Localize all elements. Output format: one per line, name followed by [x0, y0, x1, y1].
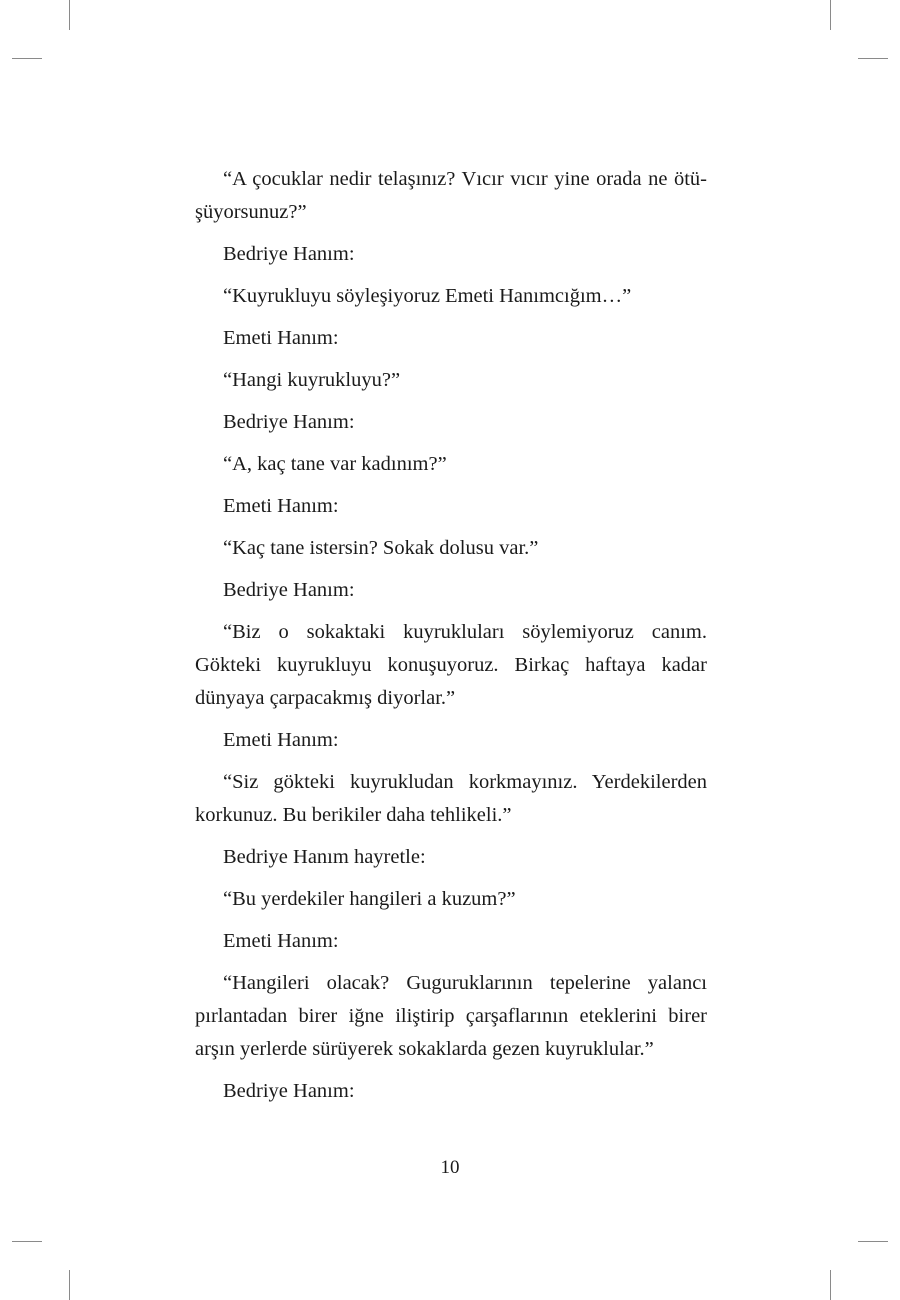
- paragraph: Bedriye Hanım:: [223, 243, 355, 265]
- crop-mark-top-right-horizontal: [858, 58, 888, 59]
- paragraph: Bedriye Hanım:: [223, 1080, 355, 1102]
- paragraph: Emeti Hanım:: [223, 729, 339, 751]
- paragraph: “Bu yerdekiler hangileri a kuzum?”: [223, 888, 516, 910]
- paragraph: “Hangi kuyrukluyu?”: [223, 369, 401, 391]
- paragraph: Bedriye Hanım:: [223, 411, 355, 433]
- paragraph: “Hangileri olacak? Guguruklarının tepelerine yalancı pırlantadan birer iğne iliştirip çarşaflarının eteklerini birer arşın yerlerde sürüyerek sokaklarda gezen kuyruklular.”: [195, 972, 707, 1060]
- paragraph: “Kuyrukluyu söyleşiyoruz Emeti Hanımcığım…”: [223, 285, 632, 307]
- paragraph: “Biz o sokaktaki kuyrukluları söylemiyoruz canım. Gökteki kuyrukluyu konuşuyoruz. Birkaç haftaya kadar dünyaya çarpacakmış diyorlar.”: [195, 621, 707, 709]
- paragraph: Bedriye Hanım hayretle:: [223, 846, 426, 868]
- crop-mark-bottom-left-vertical: [69, 1270, 70, 1300]
- crop-mark-bottom-right-vertical: [830, 1270, 831, 1300]
- crop-mark-top-left-vertical: [69, 0, 70, 30]
- paragraph: Emeti Hanım:: [223, 930, 339, 952]
- paragraph: Bedriye Hanım:: [223, 579, 355, 601]
- crop-mark-top-left-horizontal: [12, 58, 42, 59]
- paragraph: Emeti Hanım:: [223, 495, 339, 517]
- crop-mark-top-right-vertical: [830, 0, 831, 30]
- paragraph: “Kaç tane istersin? Sokak dolusu var.”: [223, 537, 539, 559]
- paragraph: “A çocuklar nedir telaşınız? Vıcır vıcır yine orada ne ötü-şüyorsunuz?”: [195, 168, 707, 223]
- paragraph: “A, kaç tane var kadınım?”: [223, 453, 447, 475]
- body-text: [195, 163, 707, 1117]
- crop-mark-bottom-right-horizontal: [858, 1241, 888, 1242]
- crop-mark-bottom-left-horizontal: [12, 1241, 42, 1242]
- paragraph: Emeti Hanım:: [223, 327, 339, 349]
- paragraph: “Siz gökteki kuyrukludan korkmayınız. Yerdekilerden korkunuz. Bu berikiler daha tehlikeli.”: [195, 771, 707, 826]
- page-number: 10: [440, 1157, 460, 1178]
